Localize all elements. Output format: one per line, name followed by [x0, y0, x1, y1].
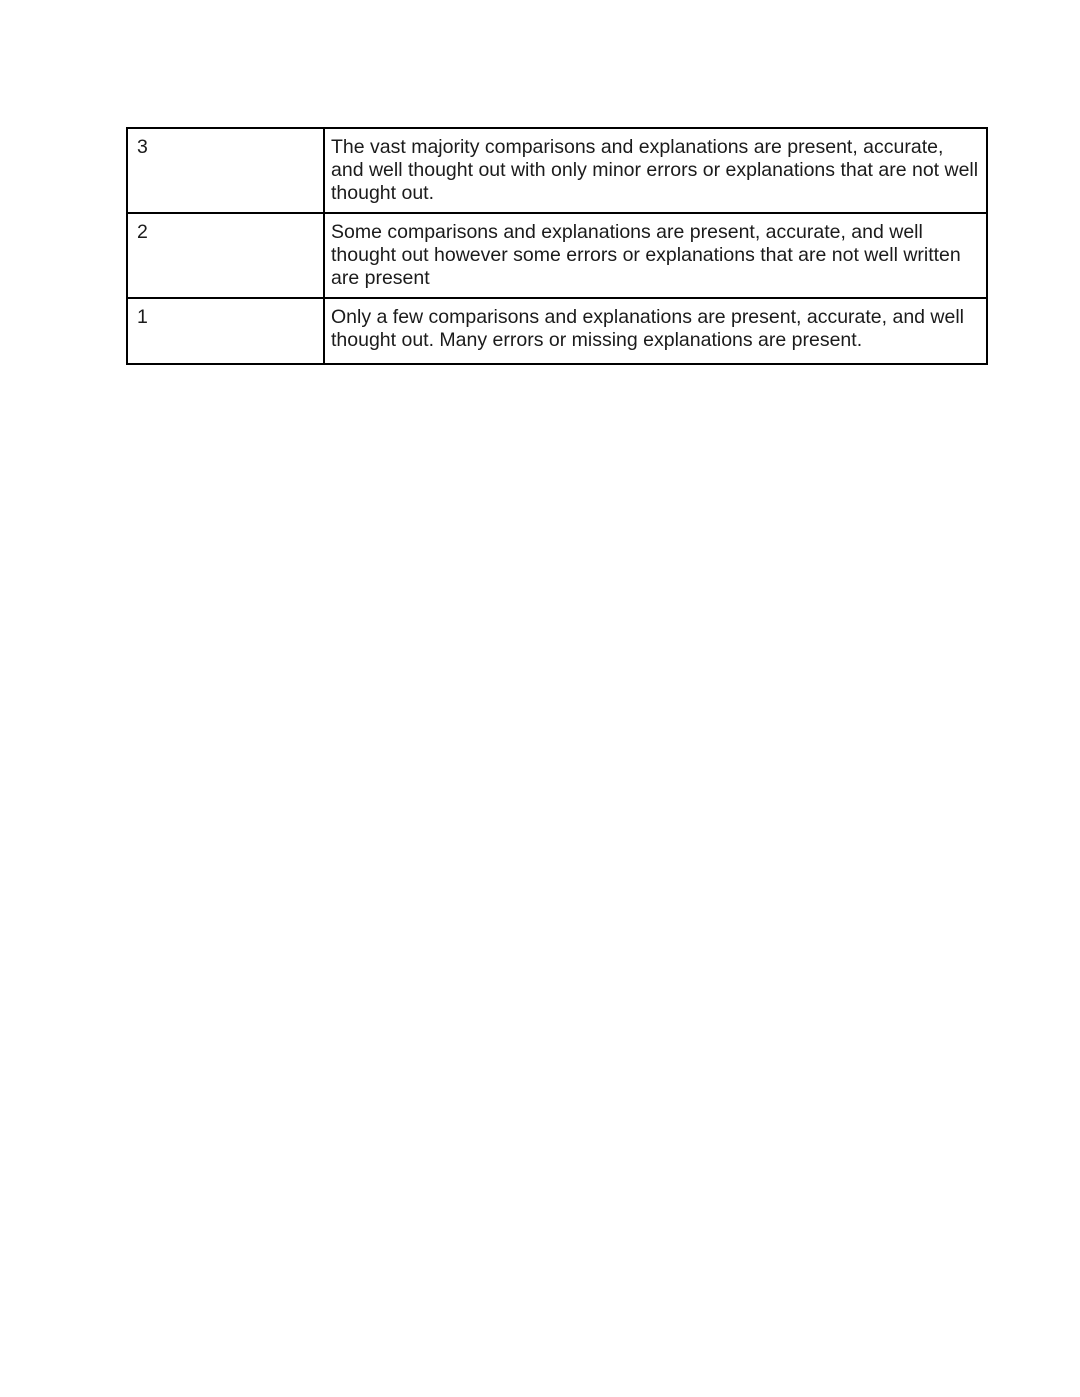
description-cell: The vast majority comparisons and explanations are present, accurate, and well thought out with only minor errors or explanations that are not well thought out.: [324, 128, 987, 213]
table-row: [127, 128, 987, 213]
description-cell: Only a few comparisons and explanations are present, accurate, and well thought out. Many errors or missing explanations are present.: [324, 298, 987, 364]
table-row: [127, 298, 987, 364]
description-cell: Some comparisons and explanations are present, accurate, and well thought out however some errors or explanations that are not well written are present: [324, 213, 987, 298]
score-cell: 1: [127, 298, 324, 364]
score-cell: 3: [127, 128, 324, 213]
rubric-table: [126, 127, 988, 365]
table-row: [127, 213, 987, 298]
score-cell: 2: [127, 213, 324, 298]
